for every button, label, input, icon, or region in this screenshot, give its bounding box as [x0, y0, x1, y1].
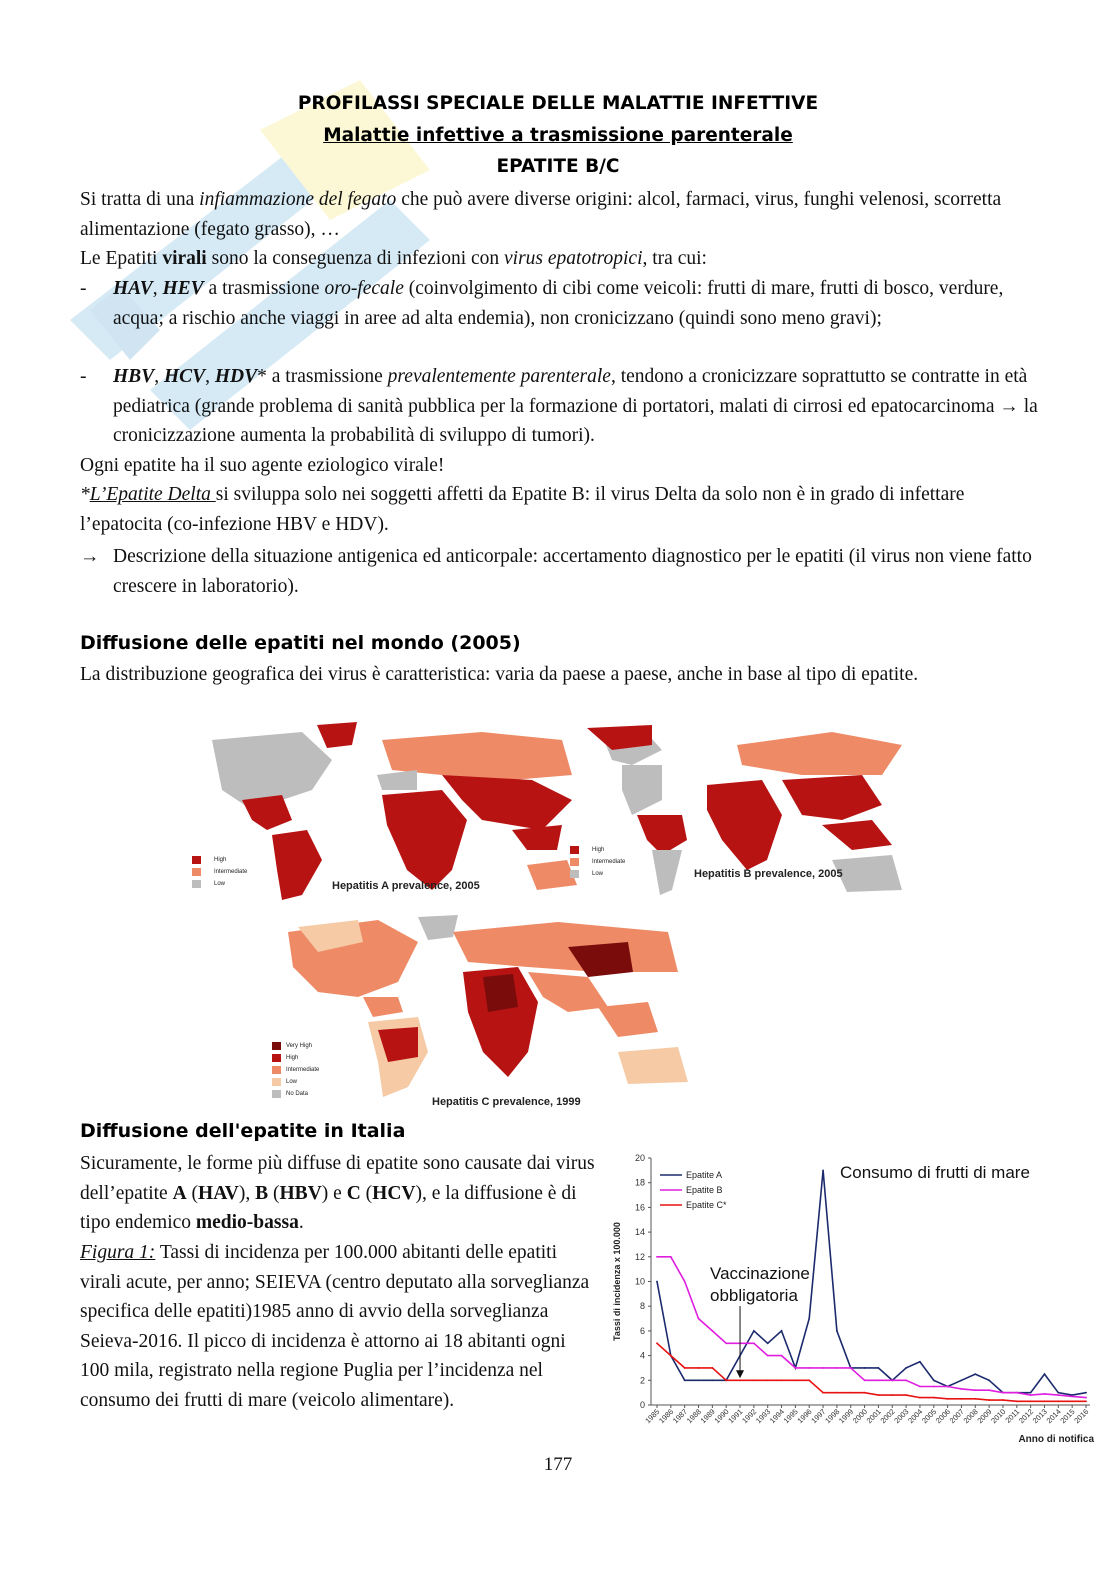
data-point [988, 1389, 990, 1391]
italy-paragraph: Sicuramente, le forme più diffuse di epatite sono causate dai virus dell’epatite A (HAV), B (HBV) e C (HCV), e la diffusione è di tipo endemico medio-bassa. [80, 1153, 595, 1233]
data-point [794, 1379, 796, 1381]
data-point [933, 1379, 935, 1381]
x-tick-label: 2001 [864, 1407, 883, 1426]
x-tick-label: 1986 [657, 1407, 676, 1426]
data-point [850, 1367, 852, 1369]
data-point [808, 1318, 810, 1320]
list-item-hav-hev: - HAV, HEV a trasmissione oro-fecale (coinvolgimento di cibi come veicoli: frutti di mare, frutti di bosco, verdure, acqua; a rischio anche viaggi in aree ad alta endemia), non cronicizzano (quindi sono meno gravi); [80, 278, 1004, 329]
data-point [808, 1367, 810, 1369]
data-point [1044, 1400, 1046, 1402]
annotation-consumo: Consumo di frutti di mare [840, 1163, 1030, 1182]
x-tick-label: 2012 [1016, 1407, 1036, 1426]
data-point [864, 1367, 866, 1369]
x-tick-label: 2009 [975, 1407, 994, 1426]
data-point [753, 1330, 755, 1332]
data-point [974, 1389, 976, 1391]
data-point [891, 1394, 893, 1396]
data-point [684, 1281, 686, 1283]
data-point [919, 1386, 921, 1388]
caption-hepatitis-c: Hepatitis C prevalence, 1999 [432, 1096, 581, 1108]
data-point [1044, 1373, 1046, 1375]
y-tick-label: 0 [639, 1400, 645, 1410]
data-point [1030, 1400, 1032, 1402]
data-point [1016, 1392, 1018, 1394]
data-point [753, 1379, 755, 1381]
x-tick-label: 1985 [643, 1407, 662, 1426]
data-point [961, 1379, 963, 1381]
data-point [974, 1398, 976, 1400]
arrow-item-diagnostic: → Descrizione della situazione antigenica ed anticorpale: accertamento diagnostico per le epatiti (il virus non viene fatto crescere in laboratorio). [80, 546, 1032, 597]
x-tick-label: 1995 [781, 1407, 800, 1426]
x-tick-label: 2005 [920, 1407, 939, 1426]
x-tick-label: 2003 [892, 1407, 911, 1426]
y-tick-label: 6 [639, 1325, 645, 1336]
data-point [1044, 1393, 1046, 1395]
data-point [767, 1342, 769, 1344]
data-point [822, 1392, 824, 1394]
y-tick-label: 14 [634, 1227, 645, 1238]
y-tick-label: 10 [634, 1276, 645, 1287]
data-point [905, 1379, 907, 1381]
x-tick-label: 2008 [961, 1407, 980, 1426]
list-item-hbv-hcv-hdv: - HBV, HCV, HDV* a trasmissione prevalentemente parenterale, tendono a cronicizzare soprattutto se contratte in età pediatrica (grande problema di sanità pubblica per la formazione di portatori, malati di cirrosi ed epatocarcinoma → la cronicizzazione aumenta la probabilità di sviluppo di tumori). [80, 366, 1038, 446]
y-tick-label: 12 [634, 1251, 645, 1262]
data-point [711, 1330, 713, 1332]
data-point [836, 1367, 838, 1369]
x-tick-label: 1994 [767, 1407, 786, 1426]
section-heading-world: Diffusione delle epatiti nel mondo (2005) [80, 632, 521, 654]
data-point [711, 1367, 713, 1369]
x-tick-label: 1993 [753, 1407, 773, 1426]
annotation-vaccinazione-line1: Vaccinazione [710, 1264, 810, 1283]
x-tick-label: 1992 [740, 1407, 759, 1426]
data-point [905, 1367, 907, 1369]
data-point [684, 1379, 686, 1381]
data-point [850, 1392, 852, 1394]
legend-hepatitis-a: High Intermediate Low [214, 857, 248, 887]
section-heading-italy: Diffusione dell'epatite in Italia [80, 1120, 406, 1142]
x-tick-label: 1987 [670, 1407, 690, 1426]
data-point [670, 1355, 672, 1357]
data-point [1085, 1397, 1087, 1399]
data-point [1016, 1400, 1018, 1402]
x-tick-label: 2013 [1030, 1407, 1049, 1426]
data-point [698, 1379, 700, 1381]
y-tick-label: 2 [639, 1375, 645, 1386]
data-point [961, 1388, 963, 1390]
data-point [656, 1256, 658, 1258]
data-point [711, 1379, 713, 1381]
data-point [1071, 1400, 1073, 1402]
y-tick-label: 18 [634, 1177, 645, 1188]
data-point [891, 1379, 893, 1381]
data-point [822, 1367, 824, 1369]
legend-label: Epatite B [686, 1185, 723, 1195]
annotation-arrow-head [736, 1370, 744, 1378]
data-point [864, 1392, 866, 1394]
hepatitis-c-map [268, 912, 730, 1112]
data-point [698, 1318, 700, 1320]
delta-note: *L’Epatite Delta si sviluppa solo nei soggetti affetti da Epatite B: il virus Delta da solo non è in grado di infettare l’epatocita (co-infezione HBV e HDV). [80, 484, 965, 535]
data-point [933, 1397, 935, 1399]
data-point [684, 1367, 686, 1369]
incidence-line-chart [608, 1148, 1098, 1448]
data-point [1030, 1392, 1032, 1394]
data-point [822, 1169, 824, 1171]
data-point [1071, 1395, 1073, 1397]
data-point [725, 1342, 727, 1344]
data-point [1030, 1394, 1032, 1396]
data-point [974, 1373, 976, 1375]
data-point [947, 1398, 949, 1400]
x-tick-label: 2006 [933, 1407, 953, 1426]
legend-label: Epatite C* [686, 1200, 727, 1210]
data-point [794, 1367, 796, 1369]
data-point [781, 1379, 783, 1381]
data-point [1002, 1399, 1004, 1401]
data-point [767, 1379, 769, 1381]
x-tick-label: 2000 [850, 1407, 869, 1426]
data-point [739, 1379, 741, 1381]
data-point [1057, 1400, 1059, 1402]
data-point [919, 1397, 921, 1399]
document-title: PROFILASSI SPECIALE DELLE MALATTIE INFETTIVE [297, 93, 819, 114]
x-tick-label: 1997 [809, 1407, 828, 1426]
data-point [961, 1398, 963, 1400]
x-tick-label: 2004 [906, 1407, 925, 1426]
topic-title: EPATITE B/C [496, 156, 620, 177]
data-point [781, 1355, 783, 1357]
agent-note: Ogni epatite ha il suo agente eziologico virale! [80, 455, 445, 476]
x-tick-label: 1989 [698, 1407, 717, 1426]
data-point [1002, 1392, 1004, 1394]
caption-hepatitis-b: Hepatitis B prevalence, 2005 [694, 868, 843, 880]
data-point [670, 1256, 672, 1258]
x-tick-label: 1999 [836, 1407, 856, 1426]
data-point [1085, 1400, 1087, 1402]
x-tick-label: 1988 [684, 1407, 703, 1426]
intro-paragraph-1: Si tratta di una infiammazione del fegato che può avere diverse origini: alcol, farmaci, virus, funghi velenosi, scorretta alimentazione (fegato grasso), … [80, 189, 1002, 240]
data-point [808, 1379, 810, 1381]
data-point [919, 1361, 921, 1363]
data-point [905, 1394, 907, 1396]
x-axis-title: Anno di notifica [1018, 1434, 1094, 1445]
y-tick-label: 16 [634, 1202, 645, 1213]
data-point [988, 1379, 990, 1381]
data-point [767, 1355, 769, 1357]
legend-label: Epatite A [686, 1170, 723, 1180]
data-point [864, 1379, 866, 1381]
document-subtitle: Malattie infettive a trasmissione parenterale [323, 125, 793, 146]
y-tick-label: 20 [634, 1153, 645, 1163]
maps-hav-hbv-figure [182, 720, 920, 910]
data-point [781, 1330, 783, 1332]
data-point [836, 1330, 838, 1332]
data-point [988, 1399, 990, 1401]
y-axis-title: Tassi di incidenza x 100.000 [612, 1222, 622, 1341]
x-tick-label: 2015 [1058, 1407, 1077, 1426]
x-tick-label: 2010 [989, 1407, 1008, 1426]
y-tick-label: 8 [639, 1301, 645, 1312]
caption-hepatitis-a: Hepatitis A prevalence, 2005 [332, 880, 480, 892]
x-tick-label: 2002 [878, 1407, 897, 1426]
y-tick-label: 4 [639, 1350, 645, 1361]
data-point [933, 1386, 935, 1388]
data-point [836, 1392, 838, 1394]
data-point [1057, 1392, 1059, 1394]
x-tick-label: 1990 [712, 1407, 731, 1426]
data-point [656, 1342, 658, 1344]
hepatitis-a-map [182, 720, 920, 910]
x-tick-label: 1991 [726, 1407, 745, 1426]
x-tick-label: 1998 [823, 1407, 842, 1426]
data-point [1085, 1392, 1087, 1394]
map-hcv-figure [268, 912, 730, 1112]
data-point [753, 1342, 755, 1344]
x-tick-label: 2011 [1003, 1407, 1022, 1425]
x-tick-label: 2016 [1072, 1407, 1091, 1426]
intro-paragraph-2: Le Epatiti virali sono la conseguenza di infezioni con virus epatotropici, tra cui: [80, 248, 707, 269]
world-paragraph: La distribuzione geografica dei virus è caratteristica: varia da paese a paese, anche in base al tipo di epatite. [80, 664, 919, 685]
figure-caption-paragraph: Figura 1: Tassi di incidenza per 100.000 abitanti delle epatiti virali acute, per anno; SEIEVA (centro deputato alla sorveglianza specifica delle epatiti)1985 anno di avvio della sorveglianza Seieva-2016. Il picco di incidenza è attorno ai 18 abitanti ogni 100 mila, registrato nella regione Puglia per l’incidenza nel consumo dei frutti di mare (veicolo alimentare). [80, 1242, 590, 1411]
legend-hepatitis-b: High Intermediate Low [592, 847, 626, 877]
x-tick-label: 2007 [947, 1407, 966, 1426]
data-point [878, 1394, 880, 1396]
x-tick-label: 2014 [1044, 1407, 1063, 1426]
x-tick-label: 1996 [795, 1407, 814, 1426]
data-point [947, 1386, 949, 1388]
data-point [698, 1367, 700, 1369]
data-point [725, 1379, 727, 1381]
page-number: 177 [543, 1454, 573, 1475]
data-point [878, 1379, 880, 1381]
data-point [878, 1367, 880, 1369]
data-point [1057, 1394, 1059, 1396]
data-point [656, 1281, 658, 1283]
annotation-vaccinazione-line2: obbligatoria [710, 1286, 798, 1305]
legend-hepatitis-c: Very High High Intermediate Low No Data [286, 1043, 320, 1097]
